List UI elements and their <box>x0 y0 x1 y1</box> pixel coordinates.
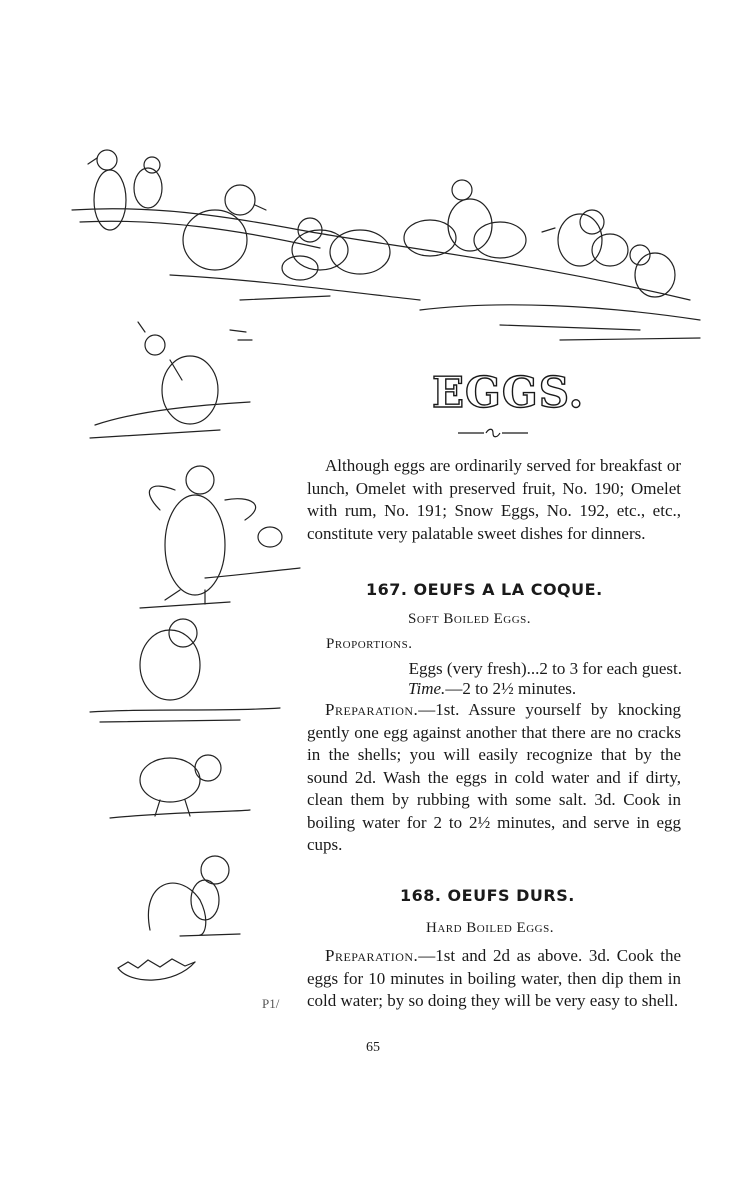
time-line <box>338 679 682 699</box>
preparation-text: —1st. Assure yourself by knocking gently one egg against another that there are no cracks in the shells; you will easily recognize that by the sound 2d. Wash the eggs in cold water and if dirty, clean them by rubbing with some salt. 3d. Cook in boiling water for 2 to 2½ minutes, and serve in egg cups. <box>307 700 681 854</box>
recipe-168-heading: 168. OEUFS DURS. <box>400 886 575 905</box>
chick-walking-illustration <box>110 755 250 818</box>
chick-crowing-illustration <box>90 322 252 438</box>
proportions-block <box>338 659 682 699</box>
eggshell-illustration <box>118 959 195 980</box>
page-title: EGGS. <box>432 368 585 417</box>
time-label: Time. <box>408 679 446 698</box>
recipe-168-preparation <box>307 945 681 1013</box>
chick-hatching-illustration <box>148 856 240 936</box>
ornament-divider <box>458 426 528 440</box>
proportions-line: Eggs (very fresh)...2 to 3 for each guest. <box>408 659 682 678</box>
recipe-167-preparation <box>307 699 681 857</box>
preparation-label: Preparation. <box>325 946 419 965</box>
intro-paragraph: Although eggs are ordinarily served for breakfast or lunch, Omelet with preserved fruit, No. 190; Omelet with rum, No. 191; Snow Eggs, No. 192, etc., etc., constitute very palatable sweet dishes for dinners. <box>307 456 681 543</box>
pencil-mark: P1/ <box>262 996 280 1011</box>
proportions-label: Proportions. <box>326 636 413 652</box>
chick-flapping-illustration <box>140 466 300 608</box>
recipe-167-subtitle: Soft Boiled Eggs. <box>408 611 532 627</box>
recipe-168-subtitle: Hard Boiled Eggs. <box>426 920 554 936</box>
page-number: 65 <box>366 1040 380 1055</box>
chick-standing-illustration <box>90 619 280 722</box>
ducklings-frieze-illustration <box>72 150 700 340</box>
time-value: —2 to 2½ minutes. <box>445 679 577 698</box>
preparation-label: Preparation. <box>325 700 419 719</box>
preparation-text: —1st and 2d as above. 3d. Cook the eggs for 10 minutes in boiling water, then dip them in cold water; by so doing they will be very easy to shell. <box>307 946 681 1010</box>
recipe-167-heading: 167. OEUFS A LA COQUE. <box>366 580 603 599</box>
